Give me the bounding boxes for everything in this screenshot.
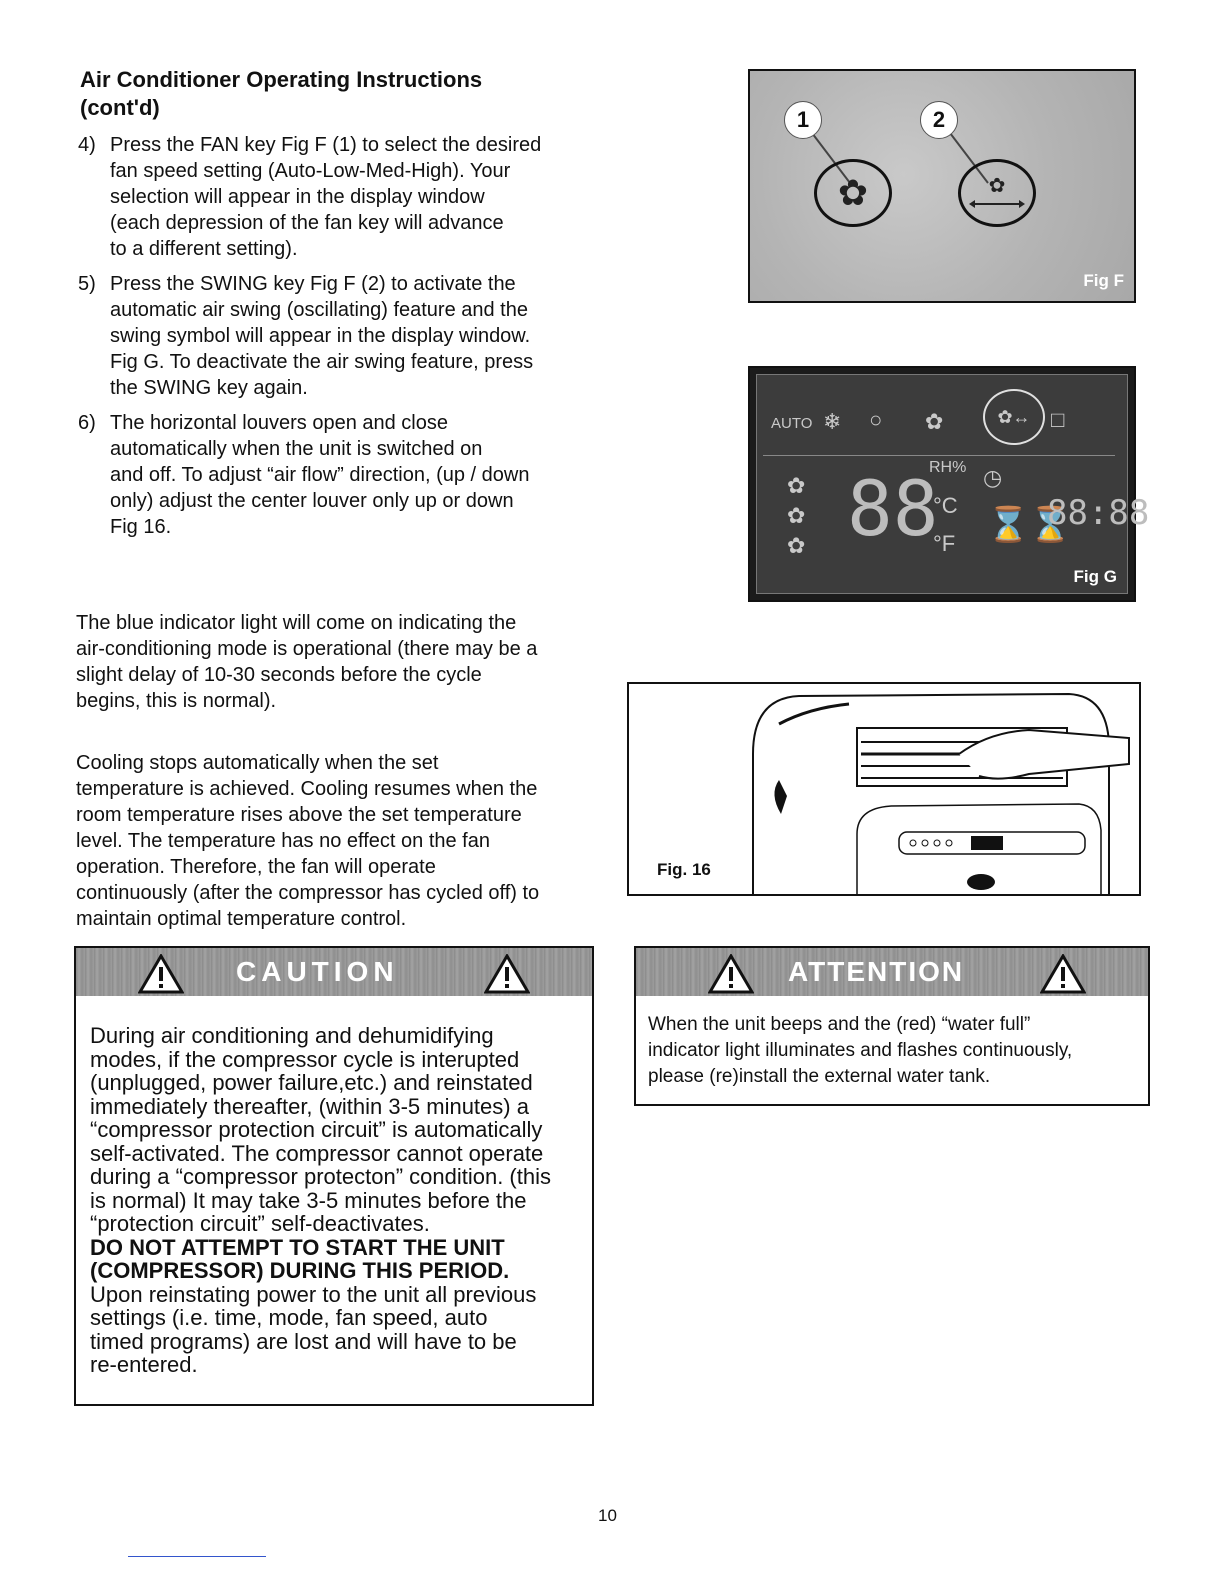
paragraph-line: slight delay of 10-30 seconds before the cycle [76, 664, 482, 686]
caution-banner [76, 948, 592, 996]
figure-16-louver [627, 682, 1141, 896]
cooling-paragraph [76, 750, 596, 932]
attention-line: indicator light illuminates and flashes continuously, [648, 1040, 1073, 1061]
attention-banner [636, 948, 1148, 996]
step-line: Press the FAN key Fig F (1) to select the desired [110, 134, 542, 156]
caution-line: (unplugged, power failure,etc.) and reinstated [90, 1070, 533, 1095]
timer-clock-icon: ◷ [983, 465, 1003, 490]
fan-key[interactable] [814, 159, 892, 227]
caution-warning-line: (COMPRESSOR) DURING THIS PERIOD. [90, 1258, 510, 1283]
warning-triangle-icon [484, 954, 530, 994]
swing-icon [961, 162, 1033, 224]
humidity-label: RH% [929, 459, 967, 476]
paragraph-line: Cooling stops automatically when the set [76, 752, 439, 774]
figure-g-display [748, 366, 1150, 602]
title-line-2: (cont'd) [80, 95, 160, 120]
warning-triangle-icon [708, 954, 754, 994]
caution-line: timed programs) are lost and will have to be [90, 1328, 517, 1354]
caution-line: immediately thereafter, (within 3-5 minutes) a [90, 1093, 529, 1119]
step-number: 5) [78, 273, 96, 295]
caution-line: re-entered. [90, 1352, 198, 1377]
attention-title: ATTENTION [788, 956, 965, 987]
caution-body [90, 1024, 580, 1377]
attention-body [648, 1012, 1138, 1090]
step-line: only) adjust the center louver only up or down [110, 490, 514, 512]
attention-line: When the unit beeps and the (red) “water full” [648, 1014, 1031, 1035]
figure-f-keys [748, 69, 1136, 303]
caution-line: “protection circuit” self-deactivates. [90, 1211, 430, 1236]
step-line: automatic air swing (oscillating) feature and the [110, 299, 528, 321]
title-line-1: Air Conditioner Operating Instructions [80, 67, 483, 92]
water-drop-icon: ○ [869, 407, 883, 432]
step-line: to a different setting). [110, 238, 298, 260]
callout-2: 2 [920, 101, 958, 139]
attention-box [634, 946, 1150, 1106]
step-number: 4) [78, 134, 96, 156]
caution-line: self-activated. The compressor cannot operate [90, 1140, 544, 1166]
step-number: 6) [78, 412, 96, 434]
step-line: the SWING key again. [110, 377, 308, 399]
paragraph-line: continuously (after the compressor has cycled off) to [76, 882, 540, 904]
step-line: fan speed setting (Auto-Low-Med-High). Your [110, 160, 511, 182]
figure-16-label: Fig. 16 [657, 860, 711, 879]
step-line: swing symbol will appear in the display window. [110, 325, 531, 347]
paragraph-line: maintain optimal temperature control. [76, 908, 407, 930]
fan-icon: ✿ [925, 409, 944, 434]
step-line: Fig G. To deactivate the air swing feature, press [110, 351, 534, 373]
fan-icon: ✿ [837, 172, 869, 213]
paragraph-line: temperature is achieved. Cooling resumes when the [76, 778, 538, 800]
celsius-label: °C [933, 493, 958, 518]
caution-line: Upon reinstating power to the unit all previous [90, 1281, 537, 1307]
time-digits: 88:88 [1047, 493, 1150, 533]
paragraph-line: The blue indicator light will come on indicating the [76, 612, 517, 634]
caution-line: settings (i.e. time, mode, fan speed, auto [90, 1305, 488, 1330]
page-title [80, 66, 600, 122]
instruction-steps [78, 132, 598, 549]
paragraph-line: level. The temperature has no effect on the fan [76, 830, 490, 852]
swing-symbol-highlight [983, 389, 1045, 445]
step-5 [78, 271, 598, 401]
auto-indicator: AUTO [771, 415, 813, 432]
caution-box [74, 946, 594, 1406]
svg-text:✿: ✿ [988, 173, 1006, 197]
water-tank-icon: □ [1051, 407, 1065, 432]
caution-warning-line: DO NOT ATTEMPT TO START THE UNIT [90, 1234, 505, 1260]
indicator-light-paragraph [76, 610, 596, 714]
step-line: (each depression of the fan key will advance [110, 212, 504, 234]
warning-triangle-icon [138, 954, 184, 994]
caution-title: CAUTION [236, 956, 399, 987]
fan-speed-icons: ✿ ✿ ✿ [787, 473, 806, 558]
page-number: 10 [598, 1506, 617, 1525]
snowflake-icon: ❄ [823, 409, 842, 434]
step-line: Fig 16. [110, 516, 172, 538]
temperature-digits: 88 [847, 464, 939, 553]
caution-line: During air conditioning and dehumidifying [90, 1023, 494, 1048]
attention-line: please (re)install the external water tank. [648, 1066, 991, 1087]
step-line: automatically when the unit is switched on [110, 438, 483, 460]
lcd-panel [756, 374, 1150, 594]
step-line: and off. To adjust “air flow” direction, (up / down [110, 464, 530, 486]
caution-line: is normal) It may take 3-5 minutes before the [90, 1187, 527, 1213]
step-4 [78, 132, 598, 262]
paragraph-line: begins, this is normal). [76, 690, 277, 712]
callout-1: 1 [784, 101, 822, 139]
step-line: Press the SWING key Fig F (2) to activate the [110, 273, 516, 295]
step-6 [78, 410, 598, 540]
hourglass-icon: ⌛⌛ [987, 506, 1072, 544]
caution-line: modes, if the compressor cycle is interupted [90, 1046, 520, 1072]
fahrenheit-label: °F [933, 531, 956, 556]
swing-key[interactable] [958, 159, 1036, 227]
step-line: The horizontal louvers open and close [110, 412, 448, 434]
paragraph-line: operation. Therefore, the fan will operate [76, 856, 436, 878]
caution-line: “compressor protection circuit” is automatically [90, 1117, 543, 1142]
step-line: selection will appear in the display window [110, 186, 485, 208]
figure-f-label: Fig F [1083, 271, 1124, 290]
paragraph-line: room temperature rises above the set temperature [76, 804, 522, 826]
lcd-divider [763, 455, 1115, 456]
swing-icon: ✿↔ [997, 407, 1031, 427]
figure-g-label: Fig G [1073, 567, 1117, 586]
warning-triangle-icon [1040, 954, 1086, 994]
footer-rule [128, 1556, 266, 1557]
paragraph-line: air-conditioning mode is operational (there may be a [76, 638, 538, 660]
caution-line: during a “compressor protecton” condition. (this [90, 1164, 551, 1189]
